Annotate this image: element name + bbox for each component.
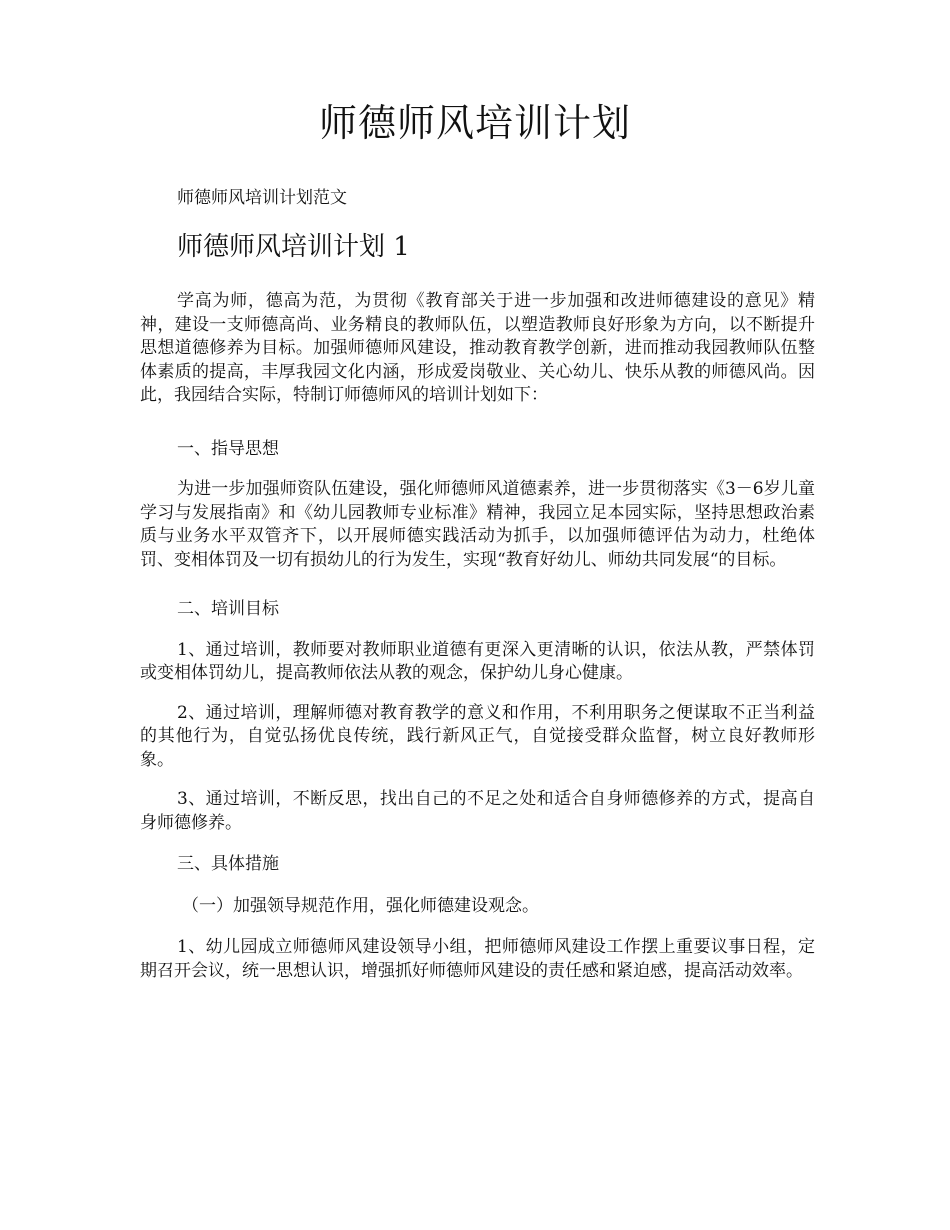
heading-measures: 三、具体措施 <box>177 854 279 874</box>
document-body <box>140 290 815 983</box>
guiding-thought-paragraph: 为进一步加强师资队伍建设，强化师德师风道德素养，进一步贯彻落实《3－6岁儿童学习与发展指南》和《幼儿园教师专业标准》精神，我园立足本园实际，坚持思想政治素质与业务水平双管齐下，以开展师德实践活动为抓手，以加强师德评估为动力，杜绝体罚、变相体罚及一切有损幼儿的行为发生，实现“教育好幼儿、师幼共同发展“的目标。 <box>140 479 815 570</box>
goal-item-2: 2、通过培训，理解师德对教育教学的意义和作用，不利用职务之便谋取不正当利益的其他行为，自觉弘扬优良传统，践行新风正气，自觉接受群众监督，树立良好教师形象。 <box>140 702 815 770</box>
measure-subheading-1: （一）加强领导规范作用，强化师德建设观念。 <box>182 895 539 916</box>
intro-paragraph: 学高为师，德高为范，为贯彻《教育部关于进一步加强和改进师德建设的意见》精神，建设一支师德高尚、业务精良的教师队伍，以塑造教师良好形象为方向，以不断提升思想道德修养为目标。加强师德师风建设，推动教育教学创新，进而推动我园教师队伍整体素质的提高，丰厚我园文化内涵，形成爱岗敬业、关心幼儿、快乐从教的师德风尚。因此，我园结合实际，特制订师德师风的培训计划如下： <box>140 291 815 405</box>
heading-guiding-thought: 一、指导思想 <box>177 438 279 459</box>
goal-item-1: 1、通过培训，教师要对教师职业道德有更深入更清晰的认识，依法从教，严禁体罚或变相体罚幼儿，提高教师依法从教的观念，保护幼儿身心健康。 <box>140 639 815 683</box>
goal-item-3: 3、通过培训，不断反思，找出自己的不足之处和适合自身师德修养的方式，提高自身师德修养。 <box>140 789 815 833</box>
section-heading: 师德师风培训计划 1 <box>177 232 410 262</box>
heading-training-goals: 二、培训目标 <box>177 599 279 619</box>
document-subtitle: 师德师风培训计划范文 <box>177 188 347 208</box>
measure-item-1: 1、幼儿园成立师德师风建设领导小组，把师德师风建设工作摆上重要议事日程，定期召开会议，统一思想认识，增强抓好师德师风建设的责任感和紧迫感，提高活动效率。 <box>140 937 815 981</box>
document-title: 师德师风培训计划 <box>318 101 631 145</box>
